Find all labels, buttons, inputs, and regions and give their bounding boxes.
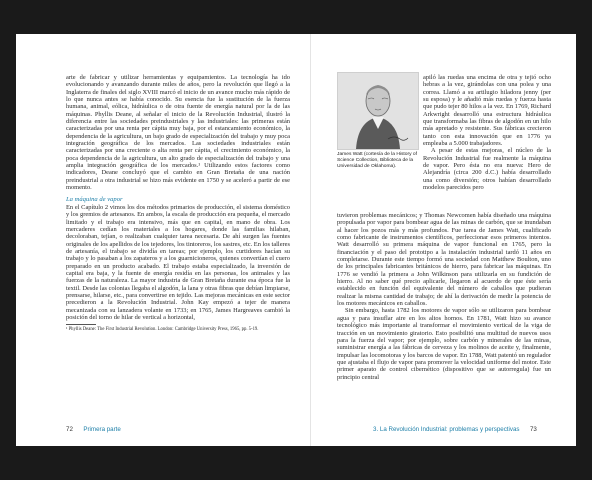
- right-paragraph-1: apiló las ruedas una encima de otra y tejió ocho hebras a la vez, girándolas con una polea y una correa. Llamó a su artilugio hiladora jenny (per su esposa) y le añadió más ruedas y fuerza hasta que pudo tejer 80 hilos a la vez. En 1769, Richard Arkwright desarrolló una estructura hidráulica que transformaba las fibras de algodón en un hilo más apretado y resistente. Sus fábricas crecieron tanto con esta innovación que en 1776 ya empleaba a 5.000 trabajadores.: [423, 74, 551, 148]
- right-narrow-column: [423, 74, 551, 192]
- left-running-title: Primera parte: [83, 426, 121, 433]
- left-paragraph-steam: En el Capítulo 2 vimos los dos métodos primarios de producción, el sistema doméstico y los gremios de artesanos. En ambos, la escala de producción era pequeña, el mercado limitado y el trabajo era intensivo, más que en capital, en mano de obra. Los mercaderes cedían los materiales a los hogares, donde las familias hilaban, decoloraban, tejían, o realizaban cualquier tarea necesaria. De ahí surgen las fuentes originales de los apellidos de los tejedores, los tintoreros, los sastres, etc. En los talleres de artesanía, el trabajo se dividía en tareas; por ejemplo, los curtidores hacían su trabajo y lo pasaban a los zapateros y a los guarnicioneros, quienes convertían el cuero preparado en un producto acabado. El trabajo estaba especializado, la inversión de capital era baja, y la fuente de energía residía en las personas, los animales y las fuerzas de la naturaleza. La mayor industria de Gran Bretaña durante esa época fue la textil. Desde las colonias llegaba el algodón, la lana y otras fibras que debían limpiarse, prensarse, hilarse, etc., para convertirse en tejido. Las mejoras mecánicas en este sector precedieron a la Revolución Industrial. John Kay empezó a tejer de manera mecanizada con su lanzadera volante en 1733; en 1765, James Hargreaves cambió la posición del torno de hilar de vertical a horizontal,: [66, 203, 290, 322]
- footnote-rule: [66, 324, 96, 325]
- james-watt-portrait: [337, 72, 419, 150]
- left-page-number: 72: [66, 426, 73, 433]
- right-paragraph-2: A pesar de estas mejoras, el núcleo de la Revolución Industrial fue realmente la máquina de vapor. Pero ésta no era nueva: Hero de Alejandría (circa 200 d.C.) había desarrollado una como diversión; otros habían desarrollado modelos parecidos pero: [423, 147, 551, 192]
- portrait-engraving: [338, 73, 418, 149]
- left-footer: [66, 426, 121, 433]
- figure-caption: James Watt (cortesía de la History of Science Collection, Biblioteca de la Universidad de Oklahoma).: [337, 152, 417, 169]
- right-page-number: 73: [529, 426, 537, 433]
- right-paragraph-4: Sin embargo, hasta 1782 los motores de vapor sólo se utilizaron para bombear agua y para insuflar aire en los altos hornos. En 1781, Watt hizo su avance tecnológico más importante al transformar el movimiento vertical de la viga de tracción en un movimiento giratorio. Esto posibilitó una multitud de nuevos usos para la fuerza del vapor; por ejemplo, sobre carbón y minerales de las minas, suministrar energía a las fábricas de cerveza y los molinos de aceite y, finalmente, impulsar las locomotoras y los barcos de vapor. En 1788, Watt patentó un regulador que ajustaba el flujo de vapor para promover la velocidad uniforme del motor. Este primer aparato de control cibernético (dispositivo que se autorregula) fue un principio central: [337, 307, 551, 381]
- left-page: [16, 34, 310, 446]
- right-running-title: 3. La Revolución Industrial: problemas y perspectivas: [373, 426, 520, 433]
- right-full-column: [337, 212, 551, 381]
- book-spread: [16, 34, 576, 446]
- left-body: [66, 74, 290, 333]
- footnote: ¹ Phyllis Deane: The First Industrial Revolution. London: Cambridge University Press, 1965, pp. 5-19.: [66, 327, 259, 333]
- right-footer: [373, 426, 537, 433]
- right-page: [311, 34, 576, 446]
- right-paragraph-3: tuvieron problemas mecánicos; y Thomas Newcomen había diseñado una máquina propulsada por vapor para bombear agua de las minas de carbón, que se inundaban al hacer los pozos más y más profundos. Fue tarea de James Watt, cualificado como fabricante de instrumentos científicos, perfeccionar esos primeros intentos. Watt desarrolló su primera máquina de vapor funcional en 1765, pero la financiación y el paso del prototipo a la instalación industrial tardó 11 años en completarse. Durante este tiempo formó una sociedad con Matthew Boulton, uno de los principales fabricantes británicos de hierro, para fabricar las máquinas. En 1776 se vendió la primera a John Wilkinson para utilizarla en su fundición de hierro. Al no saber qué precio aplicarle, llegaron al acuerdo de que éste sería establecido en función del equivalente del número de caballos que pudieran realizar la misma cantidad de trabajo; de ahí la derivación de medir la potencia de los motores mecánicos en caballos.: [337, 212, 551, 308]
- section-heading: La máquina de vapor: [66, 195, 123, 203]
- left-paragraph-intro: arte de fabricar y utilizar herramientas y equipamientos. La tecnología ha ido evolucionando y avanzando durante miles de años, pero la revolución que llegó a la Inglaterra de finales del siglo XVIII marcó el inicio de un avance mucho más rápido de lo que nunca antes se había conocido. Su esencia fue la sustitución de la fuerza humana, animal, eólica, hidráulica o de otra fuente de energía natural por la de las máquinas. Phyllis Deane, al señalar el inicio de la Revolución Industrial, ilustró la diferencia entre las sociedades preindustriales y las industriales: las primeras están caracterizadas por una renta per cápita muy baja, por el estancamiento económico, la dependencia de la agricultura, un bajo grado de especialización del trabajo y muy poca integración geográfica de los mercados. Las sociedades industriales están caracterizadas por una creciente o alta renta per cápita, el crecimiento económico, la poca dependencia de la agricultura, un alto grado de especialización del trabajo y una amplia integración geográfica de los mercados.¹ Utilizando estos factores como indicadores, Deane concluyó que el cambio en Gran Bretaña de una nación preindustrial a otra industrial se hizo más evidente en 1750 y se aceleró a partir de ese momento.: [66, 74, 290, 192]
